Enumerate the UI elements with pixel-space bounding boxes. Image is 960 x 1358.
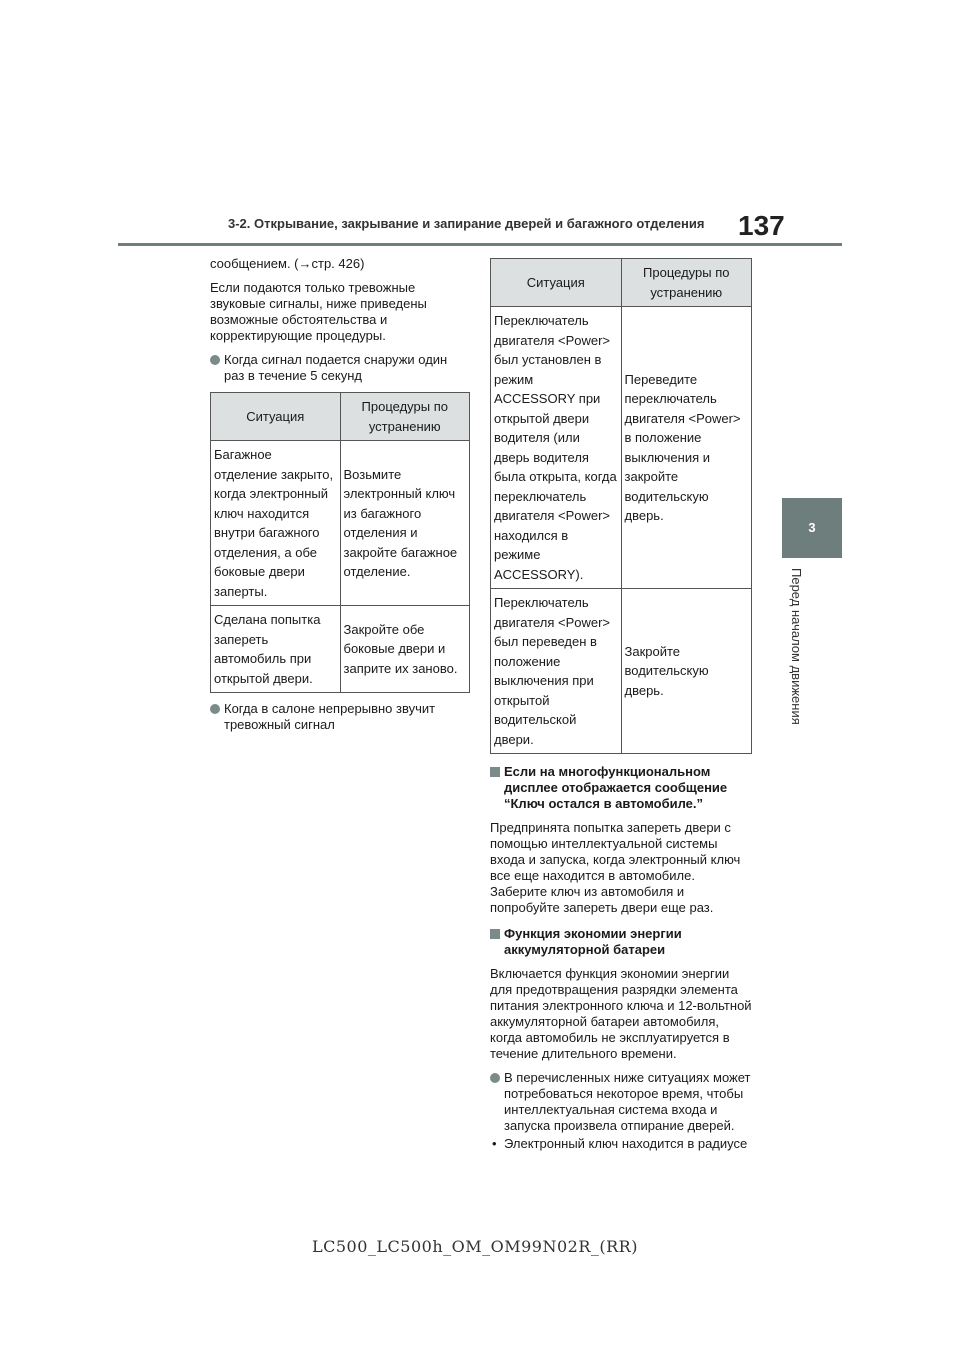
- bullet-text: В перечисленных ниже ситуациях может потребоваться некоторое время, чтобы интеллектуальная система входа и запуска произвела отпирание дверей.: [504, 1070, 751, 1133]
- bullet-dot-icon: [210, 704, 220, 714]
- table-header-procedure: Процедуры по устранению: [621, 259, 752, 307]
- right-column: [490, 258, 752, 1152]
- section-key-left-text: Предпринята попытка запереть двери с помощью интеллектуальной системы входа и запуска, когда электронный ключ все еще находится в автомобиле. Заберите ключ из автомобиля и попробуйте запереть двери еще раз.: [490, 820, 741, 915]
- section-heading-text: Функция экономии энергии аккумуляторной батареи: [504, 926, 682, 957]
- table-header-row: [491, 259, 752, 307]
- bullet-inside-signal: [210, 701, 470, 733]
- bullet-outside-signal: [210, 352, 470, 384]
- footer-doc-code: LC500_LC500h_OM_OM99N02R_(RR): [312, 1237, 638, 1256]
- bullet-text: Когда сигнал подается снаружи один раз в течение 5 секунд: [224, 352, 448, 383]
- bullet-dot-icon: [490, 1073, 500, 1083]
- table-cell-procedure: Переведите переключатель двигателя <Power> в положение выключения и закройте водительскую дверь.: [621, 307, 752, 589]
- table-cell-procedure: Закройте обе боковые двери и заприте их заново.: [340, 606, 470, 693]
- dash-text: Электронный ключ находится в радиусе: [504, 1136, 748, 1151]
- table-cell-situation: Переключатель двигателя <Power> был переведен в положение выключения при открытой водительской двери.: [491, 589, 622, 754]
- table-row: [211, 606, 470, 693]
- table-header-situation: Ситуация: [491, 259, 622, 307]
- chapter-side-label: Перед началом движения: [789, 568, 804, 725]
- section-square-icon: [490, 767, 500, 777]
- intro-text-2: Если подаются только тревожные звуковые сигналы, ниже приведены возможные обстоятельства и корректирующие процедуры.: [210, 280, 427, 343]
- table-row: [211, 441, 470, 606]
- left-column: [210, 256, 470, 741]
- table-header-procedure: Процедуры по устранению: [340, 393, 470, 441]
- section-battery-saver-heading: [490, 926, 752, 958]
- section-square-icon: [490, 929, 500, 939]
- right-situation-table: [490, 258, 752, 754]
- dash-item: [490, 1136, 752, 1152]
- table-cell-procedure: Возьмите электронный ключ из багажного отделения и закройте багажное отделение.: [340, 441, 470, 606]
- page-number: 137: [738, 210, 785, 241]
- table-row: [491, 307, 752, 589]
- bullet-battery-saver: [490, 1070, 752, 1134]
- dash-mark: •: [492, 1136, 497, 1151]
- table-cell-situation: Сделана попытка запереть автомобиль при открытой двери.: [211, 606, 341, 693]
- section-heading-text: Если на многофункциональном дисплее отображается сообщение “Ключ остался в автомобиле.”: [504, 764, 728, 811]
- table-row: [491, 589, 752, 754]
- header-title: 3-2. Открывание, закрывание и запирание дверей и багажного отделения: [228, 216, 705, 231]
- bullet-dot-icon: [210, 355, 220, 365]
- header-rule: [118, 243, 842, 246]
- chapter-tab[interactable]: 3: [782, 498, 842, 558]
- table-cell-situation: Багажное отделение закрыто, когда электронный ключ находится внутри багажного отделения, а обе боковые двери заперты.: [211, 441, 341, 606]
- intro-text-1: сообщением. (→стр. 426): [210, 256, 365, 271]
- table-cell-situation: Переключатель двигателя <Power> был установлен в режим ACCESSORY при открытой двери водителя (или дверь водителя была открыта, когда переключатель двигателя <Power> находился в режиме ACCESSORY).: [491, 307, 622, 589]
- table-header-row: [211, 393, 470, 441]
- left-situation-table: [210, 392, 470, 693]
- section-battery-saver-text: Включается функция экономии энергии для предотвращения разрядки элемента питания электронного ключа и 12-вольтной аккумуляторной батареи автомобиля, когда автомобиль не эксплуатируется в течение длительного времени.: [490, 966, 752, 1061]
- section-key-left-heading: [490, 764, 752, 812]
- table-header-situation: Ситуация: [211, 393, 341, 441]
- table-cell-procedure: Закройте водительскую дверь.: [621, 589, 752, 754]
- bullet-text: Когда в салоне непрерывно звучит тревожный сигнал: [224, 701, 436, 732]
